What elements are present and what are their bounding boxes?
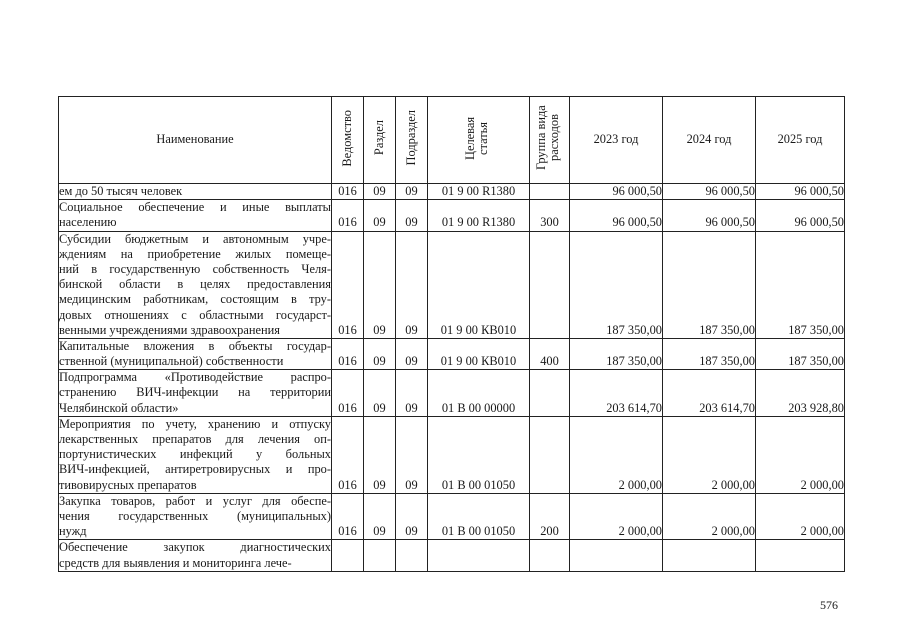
row-name-line: бинской области в целях предоставления [59,277,331,292]
row-podrazdel: 09 [396,184,428,200]
row-vedomstvo: 016 [332,493,364,540]
row-name-line: медицинским работникам, состоящим в тру- [59,292,331,307]
row-vedomstvo: 016 [332,338,364,369]
row-vedomstvo: 016 [332,184,364,200]
row-podrazdel [396,540,428,571]
header-razdel: Раздел [364,97,396,184]
row-podrazdel: 09 [396,231,428,338]
header-2024: 2024 год [663,97,756,184]
row-2023: 96 000,50 [570,184,663,200]
row-2025: 2 000,00 [756,416,845,493]
row-2024: 187 350,00 [663,231,756,338]
row-name-line: Мероприятия по учету, хранению и отпуску [59,416,331,431]
row-2023: 2 000,00 [570,493,663,540]
row-group [530,184,570,200]
row-razdel: 09 [364,231,396,338]
row-razdel: 09 [364,493,396,540]
row-group [530,370,570,417]
row-2024: 187 350,00 [663,338,756,369]
row-name-line: Обеспечение закупок диагностических [59,540,331,555]
row-group: 400 [530,338,570,369]
row-name-line: лекарственных препаратов для лечения оп- [59,432,331,447]
row-name-line: Закупка товаров, работ и услуг для обеспе- [59,493,331,508]
row-name-line: Подпрограмма «Противодействие распро- [59,370,331,385]
table-row [59,184,845,200]
row-podrazdel: 09 [396,370,428,417]
row-2024: 2 000,00 [663,416,756,493]
header-2025: 2025 год [756,97,845,184]
row-2023: 187 350,00 [570,338,663,369]
row-2024: 203 614,70 [663,370,756,417]
header-article: Целевая статья [428,97,530,184]
row-vedomstvo: 016 [332,231,364,338]
row-2025 [756,540,845,571]
row-podrazdel: 09 [396,416,428,493]
row-vedomstvo: 016 [332,200,364,231]
row-name-line: ждениям на приобретение жилых помеще- [59,246,331,261]
row-group: 200 [530,493,570,540]
row-podrazdel: 09 [396,493,428,540]
row-2023: 187 350,00 [570,231,663,338]
row-name-line: чения государственных (муниципальных) [59,508,331,523]
row-2025: 96 000,50 [756,184,845,200]
row-podrazdel: 09 [396,338,428,369]
row-vedomstvo: 016 [332,416,364,493]
row-group [530,540,570,571]
row-article: 01 В 00 00000 [428,370,530,417]
row-article: 01 9 00 R1380 [428,200,530,231]
row-2024 [663,540,756,571]
row-group [530,416,570,493]
row-name [59,370,332,417]
budget-table [58,96,845,572]
row-article: 01 9 00 КВ010 [428,338,530,369]
row-name-line: ем до 50 тысяч человек [59,184,183,199]
row-name [59,416,332,493]
row-name [59,200,332,231]
row-razdel: 09 [364,370,396,417]
row-2024: 2 000,00 [663,493,756,540]
header-2023: 2023 год [570,97,663,184]
row-name [59,184,332,200]
row-2023: 203 614,70 [570,370,663,417]
row-razdel: 09 [364,200,396,231]
table-row [59,416,845,493]
row-name [59,231,332,338]
row-name-line: населению [59,215,117,230]
header-vedomstvo: Ведомство [332,97,364,184]
row-name [59,338,332,369]
row-razdel: 09 [364,416,396,493]
row-name-line: ственной (муниципальной) собственности [59,354,284,369]
row-article: 01 9 00 КВ010 [428,231,530,338]
row-2023: 96 000,50 [570,200,663,231]
row-name-line: венными учреждениями здравоохранения [59,322,280,337]
row-2023 [570,540,663,571]
row-article [428,540,530,571]
row-article: 01 В 00 01050 [428,493,530,540]
row-name [59,493,332,540]
table-row [59,370,845,417]
row-name-line: Челябинской области» [59,400,179,415]
row-name-line: тивовирусных препаратов [59,477,197,492]
header-group: Группа вида расходов [530,97,570,184]
table-row [59,231,845,338]
row-name [59,540,332,571]
row-article: 01 В 00 01050 [428,416,530,493]
row-name-line: средств для выявления и мониторинга лече- [59,555,292,570]
row-vedomstvo [332,540,364,571]
row-name-line: Социальное обеспечение и иные выплаты [59,200,331,215]
row-razdel: 09 [364,184,396,200]
row-name-line: странению ВИЧ-инфекции на территории [59,385,331,400]
row-2025: 2 000,00 [756,493,845,540]
page-number: 576 [820,598,838,612]
row-group [530,231,570,338]
row-2024: 96 000,50 [663,200,756,231]
row-article: 01 9 00 R1380 [428,184,530,200]
header-podrazdel: Подраздел [396,97,428,184]
row-name-line: портунистических инфекций у больных [59,447,331,462]
row-name-line: ний в государственную собственность Челя- [59,261,331,276]
row-razdel [364,540,396,571]
row-name-line: Капитальные вложения в объекты государ- [59,338,331,353]
row-2025: 187 350,00 [756,338,845,369]
row-name-line: нужд [59,524,87,539]
row-razdel: 09 [364,338,396,369]
row-name-line: ВИЧ-инфекцией, антиретровирусных и про- [59,462,331,477]
row-name-line: Субсидии бюджетным и автономным учре- [59,231,331,246]
row-2023: 2 000,00 [570,416,663,493]
table-row [59,540,845,571]
table-row [59,338,845,369]
row-2025: 96 000,50 [756,200,845,231]
table-row [59,200,845,231]
table-row [59,493,845,540]
row-2025: 187 350,00 [756,231,845,338]
row-group: 300 [530,200,570,231]
row-2024: 96 000,50 [663,184,756,200]
row-vedomstvo: 016 [332,370,364,417]
row-name-line: довых отношениях с областными государст- [59,307,331,322]
row-2025: 203 928,80 [756,370,845,417]
table-header-row [59,97,845,184]
header-name: Наименование [59,97,332,184]
row-podrazdel: 09 [396,200,428,231]
